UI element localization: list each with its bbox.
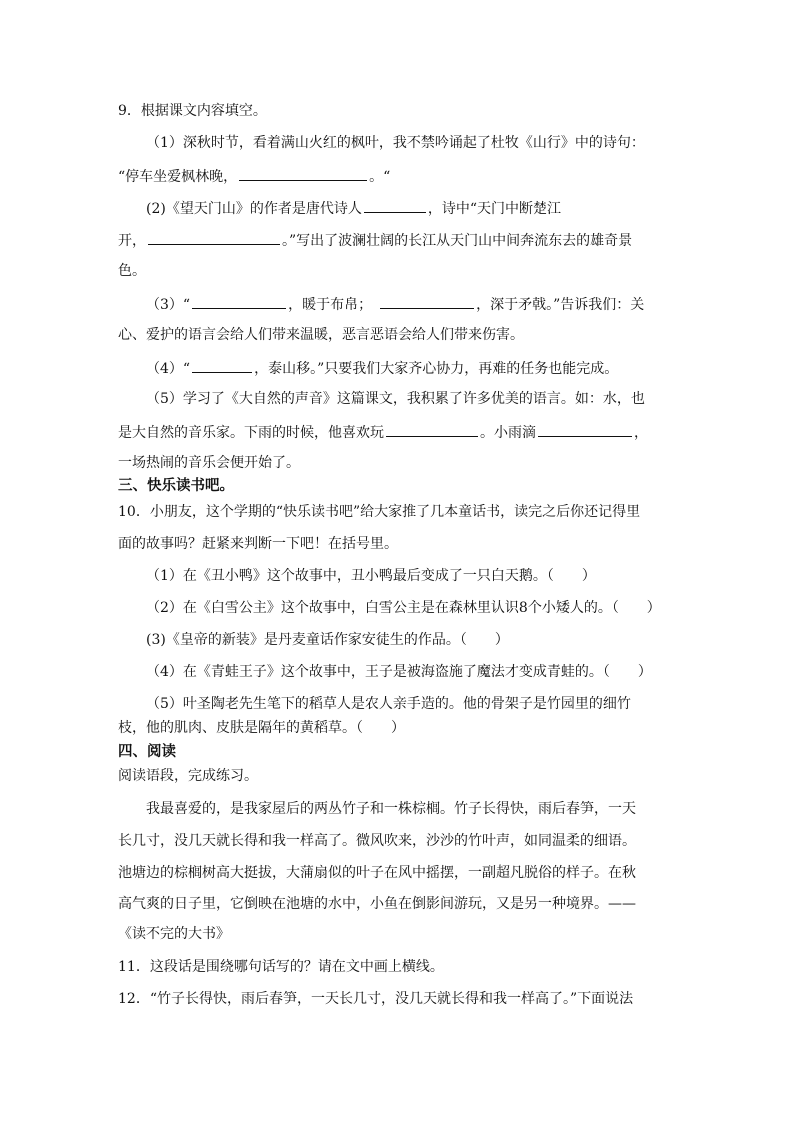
passage-line-4: 高气爽的日子里，它倒映在池塘的水中，小鱼在倒影间游玩，又是另一种境界。—— xyxy=(118,896,636,912)
q9-s1-line2: “停车坐爱枫林晚， 。“ xyxy=(118,165,678,187)
fill-blank[interactable] xyxy=(538,421,632,437)
reading-instruction: 阅读语段，完成练习。 xyxy=(118,768,258,784)
q10-line2: 面的故事吗？赶紧来判断一下吧！在括号里。 xyxy=(118,536,398,552)
fill-blank[interactable] xyxy=(386,421,478,437)
passage-line-3: 池塘边的棕榈树高大挺拔，大蒲扇似的叶子在风中摇摆，一副超凡脱俗的样子。在秋 xyxy=(118,865,636,881)
q10-item-3: (3)《皇帝的新装》是丹麦童话作家安徒生的作品。（ ） xyxy=(146,632,509,648)
passage-line-1: 我最喜爱的，是我家屋后的两丛竹子和一株棕榈。竹子长得快，雨后春笋，一天 xyxy=(146,801,636,817)
q11: 11．这段话是围绕哪句话写的？请在文中画上横线。 xyxy=(118,959,444,975)
fill-blank[interactable] xyxy=(380,293,474,309)
q10-item-2: （2）在《白雪公主》这个故事中，白雪公主是在森林里认识8个小矮人的。（ ） xyxy=(146,600,661,616)
fill-blank[interactable] xyxy=(239,165,367,181)
q9-s4: （4）“ ，泰山移。”只要我们大家齐心协力，再难的任务也能完成。 xyxy=(146,357,706,379)
q9-title: 9．根据课文内容填空。 xyxy=(118,103,267,119)
passage-source: 《读不完的大书》 xyxy=(118,926,230,942)
q9-s5-line1: （5）学习了《大自然的声音》这篇课文，我积累了许多优美的语言。如：水，也 xyxy=(146,391,645,407)
section-3-title: 三、快乐读书吧。 xyxy=(118,477,234,494)
q10-item-1: （1）在《丑小鸭》这个故事中，丑小鸭最后变成了一只白天鹅。（ ） xyxy=(146,568,596,584)
q9-s5-line3: 一场热闹的音乐会便开始了。 xyxy=(118,455,300,471)
q10-line1: 10．小朋友，这个学期的“快乐读书吧”给大家推了几本童话书，读完之后你还记得里 xyxy=(118,504,641,520)
fill-blank[interactable] xyxy=(192,293,286,309)
q9-s2-line2: 开， 。”写出了波澜壮阔的长江从天门山中间奔流东去的雄奇景 xyxy=(118,229,678,251)
fill-blank[interactable] xyxy=(148,229,280,245)
q10-item-5-line2: 枝，他的肌肉、皮肤是隔年的黄稻草。（ ） xyxy=(118,720,405,736)
q9-s5-line2: 是大自然的音乐家。下雨的时候，他喜欢玩 。小雨滴 ， xyxy=(118,421,678,443)
fill-blank[interactable] xyxy=(192,357,252,373)
fill-blank[interactable] xyxy=(364,197,426,213)
q9-s1-line1: （1）深秋时节，看着满山火红的枫叶，我不禁吟诵起了杜牧《山行》中的诗句： xyxy=(146,135,645,151)
section-4-title: 四、阅读 xyxy=(118,743,176,760)
q9-s2-line3: 色。 xyxy=(118,263,146,279)
q12: 12．“竹子长得快，雨后春笋，一天长几寸，没几天就长得和我一样高了。”下面说法 xyxy=(118,991,634,1007)
q10-item-5-line1: （5）叶圣陶老先生笔下的稻草人是农人亲手造的。他的骨架子是竹园里的细竹 xyxy=(146,696,631,712)
q9-s3-line2: 心、爱护的语言会给人们带来温暖，恶言恶语会给人们带来伤害。 xyxy=(118,327,524,343)
q10-item-4: （4）在《青蛙王子》这个故事中，王子是被海盗施了魔法才变成青蛙的。（ ） xyxy=(146,664,652,680)
q9-s2-line1: (2)《望天门山》的作者是唐代诗人 ，诗中“天门中断楚江 xyxy=(146,197,706,219)
q9-s3-line1: （3）“ ，暖于布帛； ，深于矛戟。”告诉我们：关 xyxy=(146,293,706,315)
passage-line-2: 长几寸，没几天就长得和我一样高了。微风吹来，沙沙的竹叶声，如同温柔的细语。 xyxy=(118,833,636,849)
